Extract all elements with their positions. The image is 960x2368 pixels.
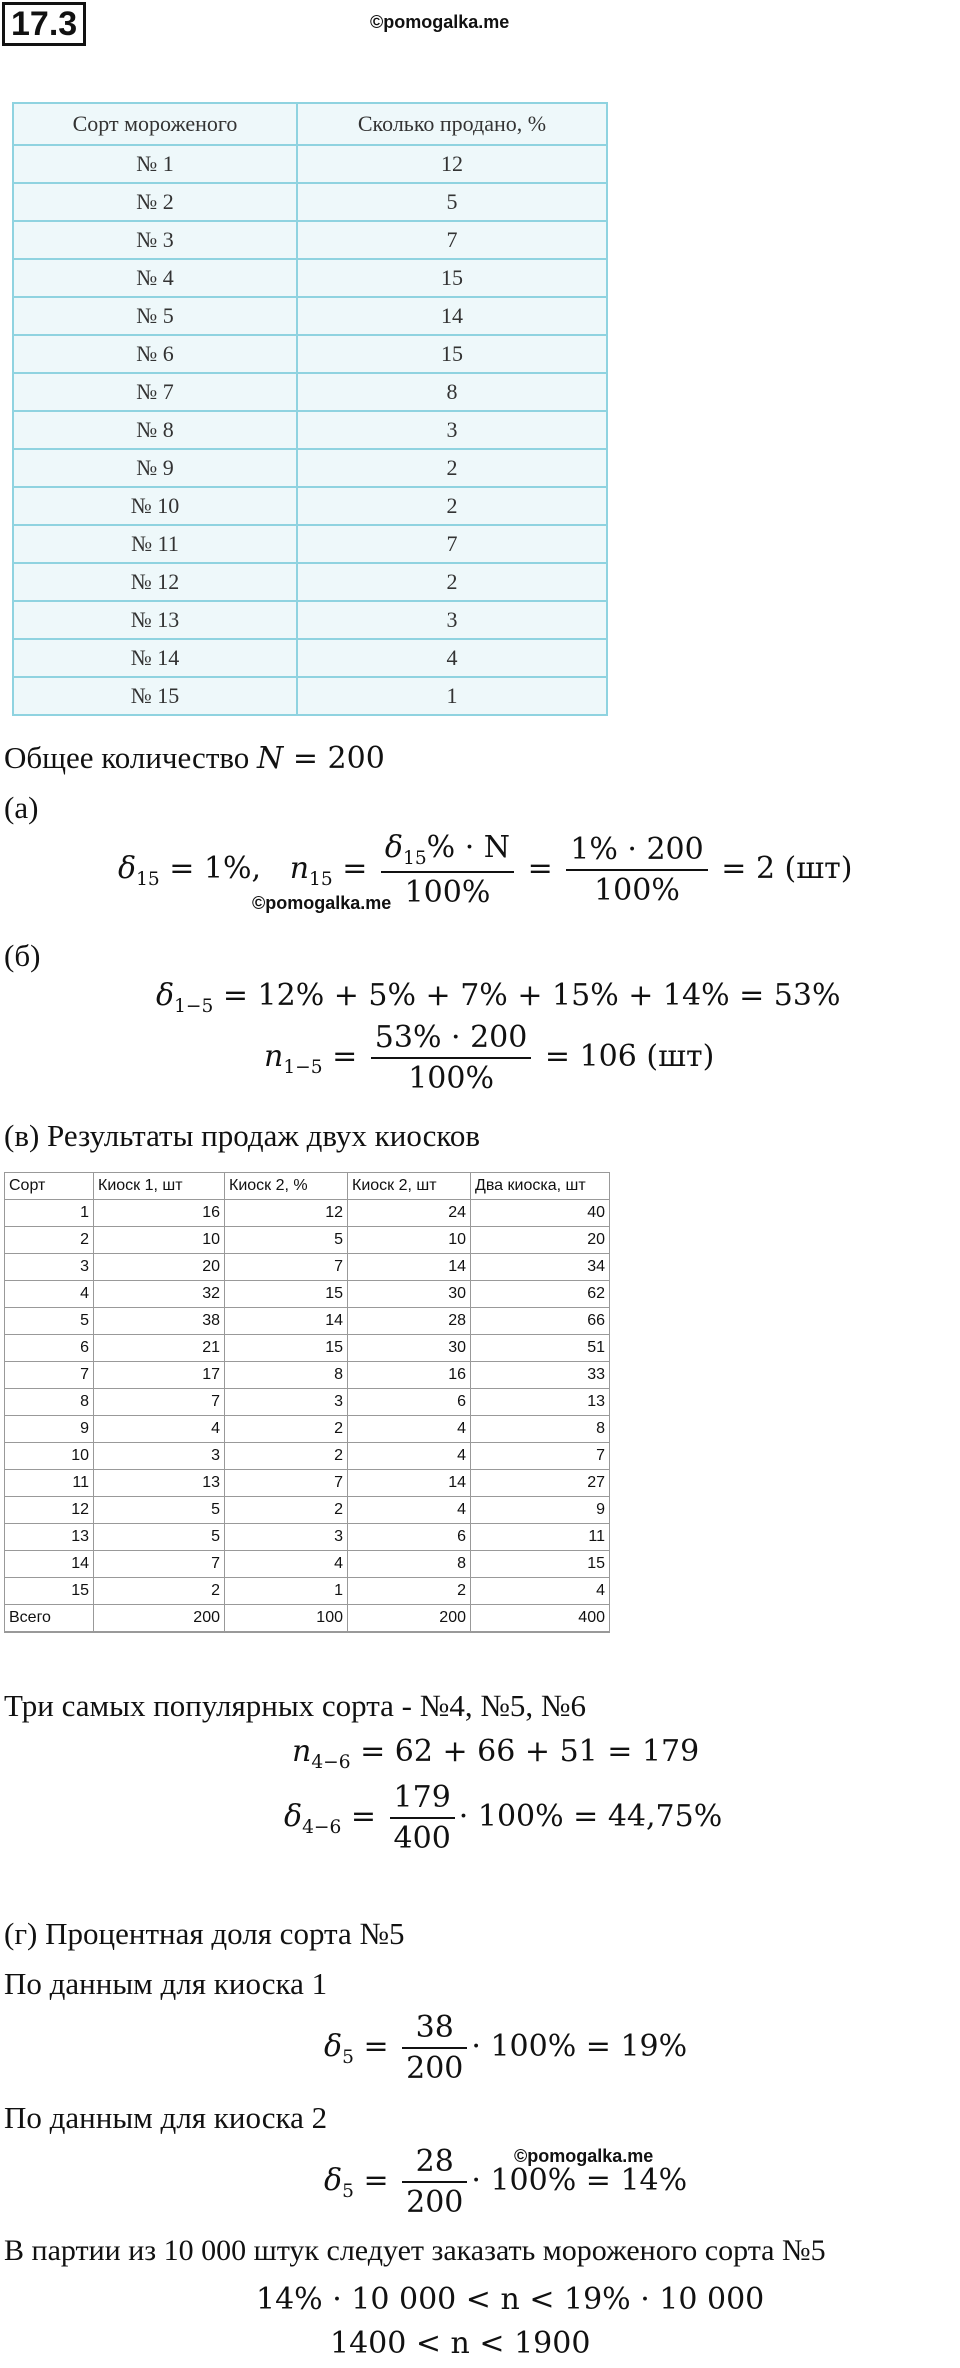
kiosk-cell: 14 xyxy=(225,1308,348,1335)
table-row xyxy=(5,1308,610,1335)
table-row xyxy=(13,411,607,449)
kiosk-cell: 38 xyxy=(94,1308,225,1335)
kiosk-cell: 200 xyxy=(348,1605,471,1633)
sort-cell: № 5 xyxy=(13,297,297,335)
kiosk-cell: 4 xyxy=(348,1443,471,1470)
kiosk-cell: 8 xyxy=(471,1416,610,1443)
kiosk-cell: 7 xyxy=(94,1551,225,1578)
percent-cell: 12 xyxy=(297,145,607,183)
part-b-sum: $\delta_{1-5} = 12\% + 5\% + 7\% + 15\% + 14\% = 53\%$ xyxy=(156,978,841,1017)
percent-cell: 3 xyxy=(297,411,607,449)
kiosk-cell: 7 xyxy=(225,1470,348,1497)
kiosk-cell: 21 xyxy=(94,1335,225,1362)
kiosk-cell: 16 xyxy=(348,1362,471,1389)
kiosk-cell: 28 xyxy=(348,1308,471,1335)
kiosk-cell: 7 xyxy=(225,1254,348,1281)
kiosk-cell: 16 xyxy=(94,1200,225,1227)
v-sum: $n_{4-6} = 62 + 66 + 51 = 179$ xyxy=(292,1734,700,1773)
kiosk-cell: 6 xyxy=(5,1335,94,1362)
percent-cell: 1 xyxy=(297,677,607,715)
kiosk-cell: 40 xyxy=(471,1200,610,1227)
kiosk-cell: 2 xyxy=(225,1443,348,1470)
v-fraction: $\frac{179}{400}$ xyxy=(390,1780,455,1856)
kiosk-cell: 20 xyxy=(94,1254,225,1281)
v-formula: $\delta_{4-6}$ = $\frac{179}{400}$ · 100% = 44,75% xyxy=(284,1780,723,1856)
sort-cell: № 9 xyxy=(13,449,297,487)
kiosk-cell: 4 xyxy=(348,1497,471,1524)
percent-cell: 8 xyxy=(297,373,607,411)
kiosk1-label: По данным для киоска 1 xyxy=(4,1966,328,2001)
table-row xyxy=(5,1497,610,1524)
kiosk-cell: 13 xyxy=(5,1524,94,1551)
kiosk-cell: 15 xyxy=(471,1551,610,1578)
a-delta-value: = 1%, xyxy=(169,851,262,886)
sort-cell: № 10 xyxy=(13,487,297,525)
kiosk-cell: 7 xyxy=(5,1362,94,1389)
sort-cell: № 8 xyxy=(13,411,297,449)
a-result: = 2 (шт) xyxy=(721,851,853,886)
watermark-2: ©pomogalka.me xyxy=(252,893,392,913)
kiosk-cell: 30 xyxy=(348,1281,471,1308)
table-row xyxy=(5,1227,610,1254)
percent-cell: 7 xyxy=(297,221,607,259)
g1-result: · 100% = 19% xyxy=(471,2029,688,2064)
table-row xyxy=(5,1470,610,1497)
kiosk-cell: 13 xyxy=(94,1470,225,1497)
sort-cell: № 1 xyxy=(13,145,297,183)
table-row xyxy=(13,145,607,183)
total-value: = 200 xyxy=(292,741,385,776)
kiosk-cell: 9 xyxy=(471,1497,610,1524)
table-row xyxy=(5,1524,610,1551)
kiosk-cell: 2 xyxy=(225,1416,348,1443)
kiosk-cell: 13 xyxy=(471,1389,610,1416)
percent-cell: 2 xyxy=(297,449,607,487)
table-row xyxy=(5,1254,610,1281)
kiosk-cell: 10 xyxy=(5,1443,94,1470)
kiosk-cell: 4 xyxy=(225,1551,348,1578)
kiosk-col-sort: Сорт xyxy=(5,1173,94,1200)
sort-cell: № 14 xyxy=(13,639,297,677)
kiosk-col-k2: Киоск 2, шт xyxy=(348,1173,471,1200)
kiosk-cell: 3 xyxy=(225,1389,348,1416)
kiosk-cell: 3 xyxy=(94,1443,225,1470)
kiosk-col-k1: Киоск 1, шт xyxy=(94,1173,225,1200)
col-header-sort: Сорт мороженого xyxy=(13,103,297,145)
kiosk-cell: 14 xyxy=(348,1254,471,1281)
kiosk-cell: 5 xyxy=(94,1524,225,1551)
kiosk-cell: 10 xyxy=(348,1227,471,1254)
g2-result: · 100% = 14% xyxy=(471,2163,688,2198)
kiosk-cell: 7 xyxy=(471,1443,610,1470)
table-row xyxy=(13,449,607,487)
b-fraction: $\frac{53\% \cdot 200}{100\%}$ xyxy=(371,1020,532,1096)
table-row xyxy=(5,1416,610,1443)
sort-cell: № 6 xyxy=(13,335,297,373)
a-fraction-2: $\frac{1\% \cdot 200}{100\%}$ xyxy=(566,832,707,908)
kiosk-cell: 30 xyxy=(348,1335,471,1362)
table-row xyxy=(5,1200,610,1227)
kiosk-cell: 32 xyxy=(94,1281,225,1308)
kiosk-cell: 8 xyxy=(5,1389,94,1416)
kiosk-cell: 15 xyxy=(5,1578,94,1605)
kiosk-cell: Всего xyxy=(5,1605,94,1633)
order-text: В партии из 10 000 штук следует заказать мороженого сорта №5 xyxy=(4,2234,826,2267)
kiosk-cell: 1 xyxy=(5,1200,94,1227)
part-v-label: (в) Результаты продаж двух киосков xyxy=(4,1118,480,1153)
kiosk-cell: 6 xyxy=(348,1524,471,1551)
kiosk-cell: 10 xyxy=(94,1227,225,1254)
kiosk-cell: 66 xyxy=(471,1308,610,1335)
kiosk-cell: 8 xyxy=(225,1362,348,1389)
table-row xyxy=(5,1389,610,1416)
sort-cell: № 2 xyxy=(13,183,297,221)
sort-cell: № 7 xyxy=(13,373,297,411)
part-g-label: (г) Процентная доля сорта №5 xyxy=(4,1916,405,1951)
sort-cell: № 15 xyxy=(13,677,297,715)
sort-cell: № 13 xyxy=(13,601,297,639)
table-row xyxy=(5,1443,610,1470)
kiosk-cell: 4 xyxy=(348,1416,471,1443)
watermark: ©pomogalka.me xyxy=(370,12,510,32)
kiosk-cell: 11 xyxy=(471,1524,610,1551)
part-b-label: (б) xyxy=(4,938,41,973)
kiosk-cell: 4 xyxy=(94,1416,225,1443)
kiosk-cell: 4 xyxy=(471,1578,610,1605)
percent-cell: 14 xyxy=(297,297,607,335)
kiosk-cell: 1 xyxy=(225,1578,348,1605)
kiosk-col-both: Два киоска, шт xyxy=(471,1173,610,1200)
a-fraction-1: $\frac{\delta_{15}\% \cdot N}{100\%}$ xyxy=(381,830,514,910)
part-a-label: (а) xyxy=(4,790,39,825)
g1-fraction: $\frac{38}{200}$ xyxy=(402,2010,467,2086)
table-row xyxy=(5,1578,610,1605)
table-row xyxy=(13,183,607,221)
table-row xyxy=(13,563,607,601)
kiosk-table-header xyxy=(5,1173,610,1200)
sort-cell: № 3 xyxy=(13,221,297,259)
col-header-percent: Сколько продано, % xyxy=(297,103,607,145)
table-row xyxy=(5,1335,610,1362)
kiosk-cell: 15 xyxy=(225,1281,348,1308)
g2-fraction: $\frac{28}{200}$ xyxy=(402,2144,467,2220)
percent-cell: 5 xyxy=(297,183,607,221)
watermark-3: ©pomogalka.me xyxy=(514,2146,654,2166)
kiosk-cell: 2 xyxy=(225,1497,348,1524)
kiosk-cell: 12 xyxy=(5,1497,94,1524)
table-row xyxy=(13,259,607,297)
top3-text: Три самых популярных сорта - №4, №5, №6 xyxy=(4,1688,586,1723)
sort-cell: № 11 xyxy=(13,525,297,563)
kiosk-cell: 15 xyxy=(225,1335,348,1362)
ineq-2: 1400 < n < 1900 xyxy=(330,2326,591,2361)
table-row xyxy=(13,297,607,335)
kiosk-cell: 14 xyxy=(348,1470,471,1497)
g2-formula: $\delta_5$ = $\frac{28}{200}$ · 100% = 14% xyxy=(324,2144,688,2220)
kiosk-col-k2-pct: Киоск 2, % xyxy=(225,1173,348,1200)
table-row xyxy=(13,639,607,677)
kiosk-cell: 17 xyxy=(94,1362,225,1389)
kiosk-cell: 24 xyxy=(348,1200,471,1227)
total-label: Общее количество xyxy=(4,740,250,775)
total-row xyxy=(5,1605,610,1633)
table-row xyxy=(13,487,607,525)
kiosk-sales-table xyxy=(4,1172,610,1633)
kiosk-cell: 5 xyxy=(94,1497,225,1524)
kiosk-cell: 200 xyxy=(94,1605,225,1633)
table-header-row xyxy=(13,103,607,145)
table-row xyxy=(13,221,607,259)
sort-cell: № 4 xyxy=(13,259,297,297)
ineq-1: 14% · 10 000 < n < 19% · 10 000 xyxy=(256,2282,765,2317)
sales-percent-table xyxy=(12,102,608,716)
kiosk-cell: 3 xyxy=(225,1524,348,1551)
table-row xyxy=(13,373,607,411)
percent-cell: 15 xyxy=(297,335,607,373)
kiosk-cell: 3 xyxy=(5,1254,94,1281)
kiosk-cell: 14 xyxy=(5,1551,94,1578)
sort-cell: № 12 xyxy=(13,563,297,601)
kiosk-cell: 2 xyxy=(5,1227,94,1254)
kiosk-cell: 51 xyxy=(471,1335,610,1362)
table-row xyxy=(13,601,607,639)
kiosk-cell: 6 xyxy=(348,1389,471,1416)
table-row xyxy=(5,1551,610,1578)
part-a-formula: $\delta_{15} = 1\%$, $n_{15}$ = $\frac{\delta_{15}\% \cdot N}{100\%}$ = $\frac{1\% \cdot 200}{100\%}$ = 2 (шт) xyxy=(118,830,853,910)
kiosk-cell: 62 xyxy=(471,1281,610,1308)
kiosk-cell: 4 xyxy=(5,1281,94,1308)
kiosk-cell: 11 xyxy=(5,1470,94,1497)
table-row xyxy=(13,335,607,373)
table-row xyxy=(5,1362,610,1389)
percent-cell: 7 xyxy=(297,525,607,563)
kiosk-cell: 2 xyxy=(94,1578,225,1605)
percent-cell: 15 xyxy=(297,259,607,297)
table-row xyxy=(13,677,607,715)
kiosk-cell: 27 xyxy=(471,1470,610,1497)
kiosk-cell: 7 xyxy=(94,1389,225,1416)
kiosk-cell: 33 xyxy=(471,1362,610,1389)
kiosk-cell: 20 xyxy=(471,1227,610,1254)
kiosk-cell: 34 xyxy=(471,1254,610,1281)
table-row xyxy=(5,1281,610,1308)
kiosk-cell: 100 xyxy=(225,1605,348,1633)
kiosk-cell: 9 xyxy=(5,1416,94,1443)
kiosk2-label: По данным для киоска 2 xyxy=(4,2100,328,2135)
problem-number: 17.3 xyxy=(2,2,86,46)
kiosk-cell: 2 xyxy=(348,1578,471,1605)
g1-formula: $\delta_5$ = $\frac{38}{200}$ · 100% = 19% xyxy=(324,2010,688,2086)
percent-cell: 3 xyxy=(297,601,607,639)
kiosk-cell: 5 xyxy=(225,1227,348,1254)
percent-cell: 2 xyxy=(297,563,607,601)
b-result: = 106 (шт) xyxy=(544,1039,715,1074)
table-row xyxy=(13,525,607,563)
part-b-formula: $n_{1-5}$ = $\frac{53\% \cdot 200}{100\%}$ = 106 (шт) xyxy=(264,1020,715,1096)
kiosk-cell: 400 xyxy=(471,1605,610,1633)
total-line: Общее количество N = 200 xyxy=(4,740,385,776)
kiosk-cell: 5 xyxy=(5,1308,94,1335)
v-result: · 100% = 44,75% xyxy=(458,1799,723,1834)
percent-cell: 4 xyxy=(297,639,607,677)
kiosk-cell: 8 xyxy=(348,1551,471,1578)
percent-cell: 2 xyxy=(297,487,607,525)
kiosk-cell: 12 xyxy=(225,1200,348,1227)
